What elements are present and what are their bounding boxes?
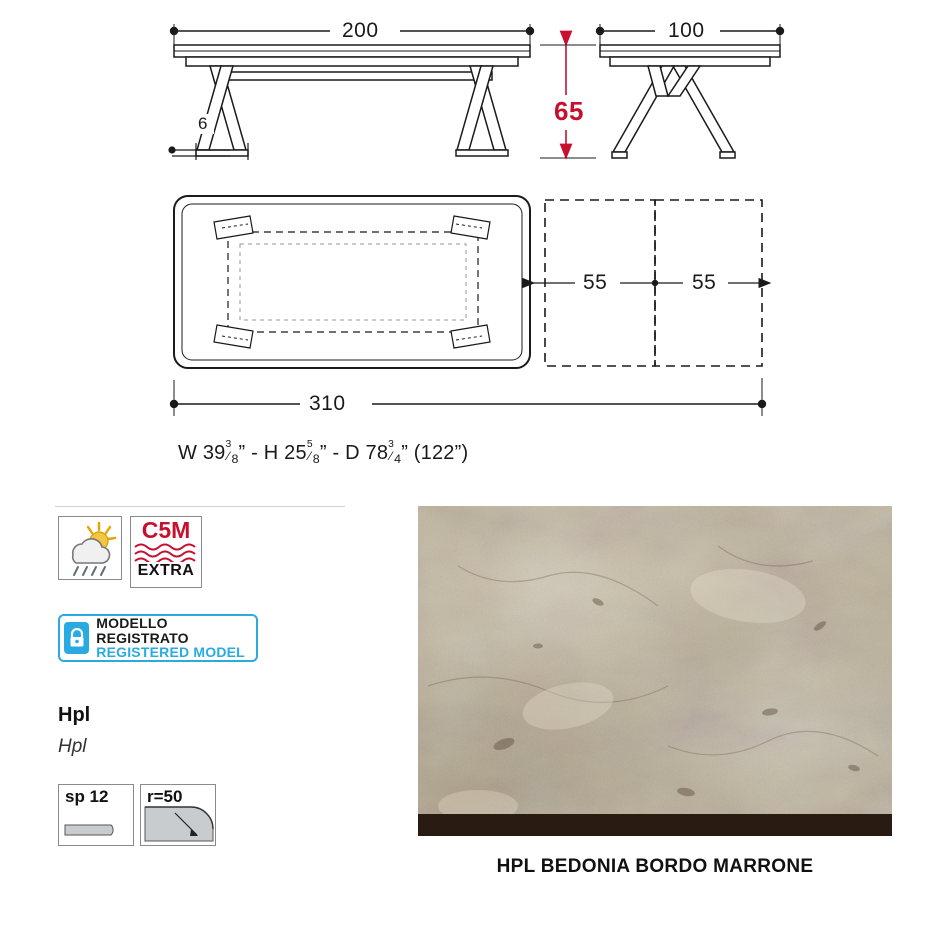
registered-model-line2: REGISTERED MODEL bbox=[96, 644, 245, 661]
dim-side-width: 100 bbox=[662, 19, 711, 43]
dim-foot: 6 bbox=[192, 114, 214, 134]
hpl-texture-image bbox=[418, 506, 892, 836]
registered-model-badge bbox=[58, 614, 258, 662]
lock-icon bbox=[64, 622, 89, 654]
dim-extension-1: 55 bbox=[577, 271, 613, 295]
imperial-suffix: ” (122”) bbox=[401, 442, 469, 465]
frac-w-den: 8 bbox=[231, 452, 239, 467]
dim-front-width: 200 bbox=[336, 19, 385, 43]
imperial-dimensions bbox=[178, 440, 468, 465]
edge-profile-icon bbox=[59, 785, 133, 845]
registered-model-text bbox=[96, 616, 248, 660]
frac-d-num: 3 bbox=[388, 439, 395, 450]
frac-h-num: 5 bbox=[306, 439, 313, 450]
dim-height: 65 bbox=[548, 96, 590, 127]
c5m-label: C5M bbox=[141, 517, 191, 543]
imperial-d-prefix: ” - D 78 bbox=[319, 442, 389, 465]
thickness-spec bbox=[58, 784, 134, 846]
imperial-d-fraction: 3 ⁄ bbox=[388, 439, 395, 464]
section-divider bbox=[55, 506, 345, 507]
thickness-label: sp 12 bbox=[65, 787, 109, 806]
certification-badges bbox=[58, 516, 202, 588]
frac-d-den: 4 bbox=[394, 452, 402, 467]
swatch-edge-band bbox=[418, 814, 892, 836]
c5m-extra-label: EXTRA bbox=[137, 562, 195, 579]
material-swatch bbox=[418, 506, 892, 836]
sun-cloud-rain-icon bbox=[59, 517, 121, 579]
waves-icon bbox=[131, 542, 201, 562]
imperial-w-fraction: 3 ⁄ bbox=[225, 439, 232, 464]
c5m-corrosion-badge bbox=[130, 516, 202, 588]
imperial-h-prefix: ” - H 25 bbox=[238, 442, 307, 465]
radius-spec bbox=[140, 784, 216, 846]
swatch-caption: HPL BEDONIA BORDO MARRONE bbox=[496, 856, 814, 877]
dim-extension-2: 55 bbox=[686, 271, 722, 295]
dim-total-length: 310 bbox=[303, 392, 352, 416]
frac-h-den: 8 bbox=[312, 452, 320, 467]
frac-w-num: 3 bbox=[225, 439, 232, 450]
material-name: Hpl bbox=[58, 704, 91, 726]
corner-radius-icon bbox=[141, 785, 215, 845]
material-name-italic: Hpl bbox=[58, 736, 87, 757]
material-spec-boxes bbox=[58, 784, 216, 846]
weather-resistance-badge bbox=[58, 516, 122, 580]
imperial-w-prefix: W 39 bbox=[178, 442, 226, 465]
imperial-h-fraction: 5 ⁄ bbox=[306, 439, 313, 464]
radius-label: r=50 bbox=[147, 787, 183, 806]
registered-model-line1: MODELLO REGISTRATO bbox=[96, 614, 189, 646]
